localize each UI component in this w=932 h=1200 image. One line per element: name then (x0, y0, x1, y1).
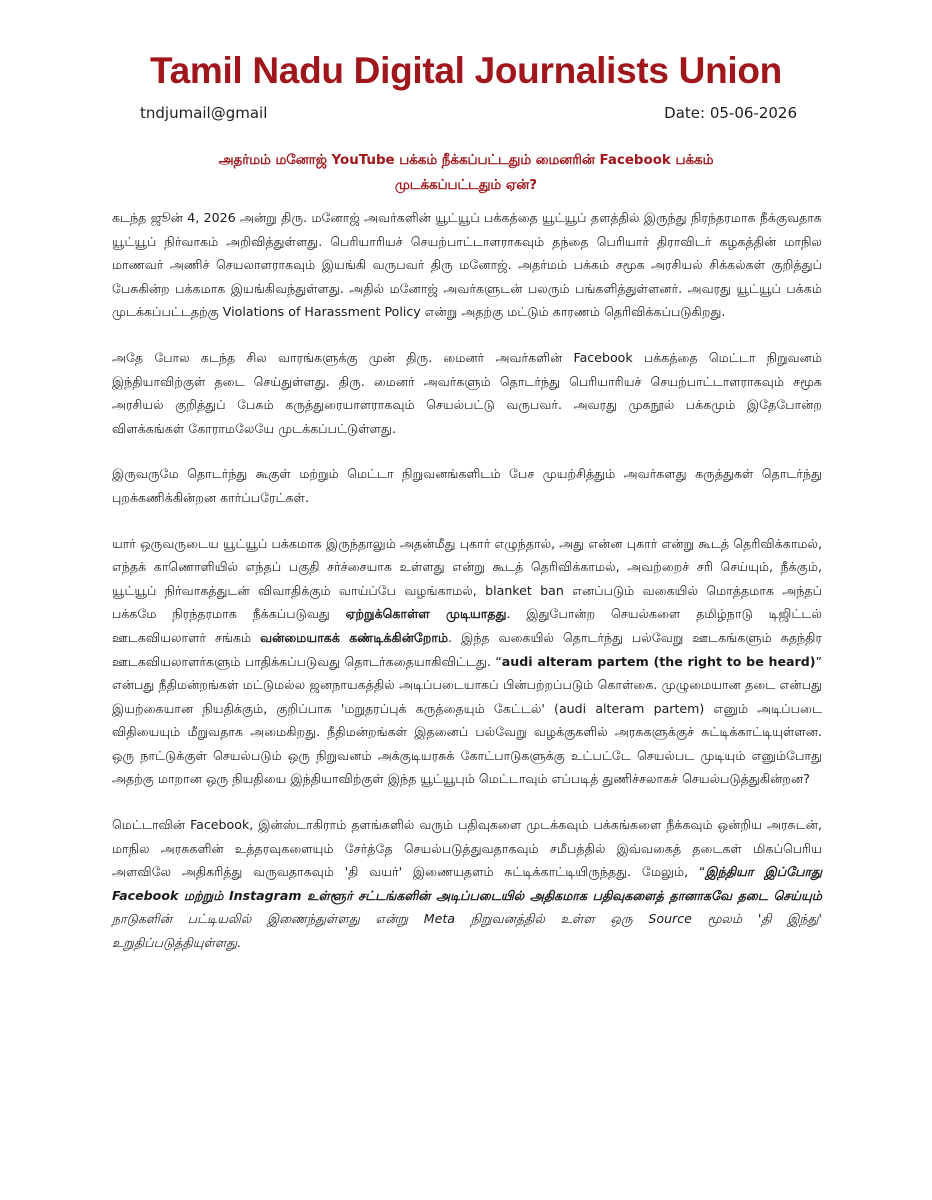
paragraph-4 (112, 532, 822, 792)
subject-line-2: முடக்கப்பட்டதும் ஏன்? (394, 178, 538, 193)
subject-heading (150, 148, 782, 198)
contact-email: tndjumail@gmail (140, 104, 268, 122)
paragraph-4-text-c: . இதுபோன்ற செயல்களை தமிழ்நாடு டிஜிட்டல் ஊடகவியலாளர் சங்கம் (112, 606, 822, 645)
paragraph-4-text-e: . இந்த வகையில் தொடர்ந்து பல்வேறு ஊடகங்களும் சுதந்திர ஊடகவியலாளர்களும் பாதிக்கப்படுவது தொடர்கதையாகிவிட்டது. “ (112, 629, 822, 669)
subject-line-1: அதர்மம் மனோஜ் YouTube பக்கம் நீக்கப்பட்டதும் மைனரின் Facebook பக்கம் (218, 153, 714, 168)
paragraph-4-text-a: யார் ஒருவருடைய யூட்யூப் பக்கமாக இருந்தாலும் அதன்மீது புகார் எழுந்தால், அது என்ன புகார் என்று கூடத் தெரிவிக்காமல், எந்தக் காணொளியில் எந்தப் பகுதி சர்ச்சையாக உள்ளது என்று கூடத் தெரிவிக்காமல், அவற்றைச் சரி செய்யும், நீக்கும், யூட்யூப் நிர்வாகத்துடன் விவாதிக்கும் வாய்ப்பே வழங்காமல், blanket ban எனப்படும் வகையில் மொத்தமாக அந்தப் பக்கமே நிரந்தரமாக நீக்கப்படுவது (112, 535, 822, 622)
paragraph-3: இருவருமே தொடர்ந்து கூகுள் மற்றும் மெட்டா நிறுவனங்களிடம் பேச முயற்சித்தும் அவர்களது கருத்துகள் தொடர்ந்து புறக்கணிக்கின்றன கார்ப்பரேட்கள். (112, 466, 822, 505)
paragraph-4-emphasis-latin: audi alteram partem (the right to be heard) (501, 653, 816, 669)
paragraph-2: அதே போல கடந்த சில வாரங்களுக்கு முன் திரு. மைனர் அவர்களின் Facebook பக்கத்தை மெட்டா நிறுவனம் இந்தியாவிற்குள் தடை செய்துள்ளது. திரு. மைனர் அவர்களும் தொடர்ந்து பெரியாரியச் செயற்பாட்டாளராகவும் சமூக அரசியல் குறித்துப் பேசும் கருத்துரையாளராகவும் செயல்பட்டு வருபவர். அவரது முகநூல் பக்கமும் இதேபோன்ற விளக்கங்கள் கோராமலேயே முடக்கப்பட்டுள்ளது. (112, 349, 822, 436)
paragraph-5-text-a: மெட்டாவின் Facebook, இன்ஸ்டாகிராம் தளங்களில் வரும் பதிவுகளை முடக்கவும் பக்கங்களை நீக்கவும் ஒன்றிய அரசுடன், மாநில அரசுகளின் உத்தரவுகளையும் சேர்த்தே செயல்படுத்துவதாகவும் சமீபத்தில் இவ்வகைத் தடைகள் மிகப்பெரிய அளவிலே அதிகரித்து வருவதாகவும் 'தி வயர்' இணையதளம் சுட்டிக்காட்டியிருந்தது. மேலும், “ (112, 817, 822, 880)
letter-date: Date: 05-06-2026 (664, 104, 797, 122)
paragraph-4-text-g: ” என்பது நீதிமன்றங்கள் மட்டுமல்ல ஜனநாயகத்தில் அடிப்படையாகப் பின்பற்றப்படும் கொள்கை. முழுமையான தடை என்பது இயற்கையான நியதிக்கும், குறிப்பாக 'மறுதரப்புக் கருத்தையும் கேட்டல்' (audi alteram partem) எனும் அடிப்படை விதியையும் மீறுவதாக அமைகிறது. நீதிமன்றங்கள் இதனைப் பல்வேறு வழக்குகளில் அரசுகளுக்குச் சுட்டிக்காட்டியுள்ளன. ஒரு நாட்டுக்குள் செயல்படும் ஒரு நிறுவனம் அக்குடியரசுக் கோட்பாடுகளுக்கு உட்பட்டே செயல்பட முடியும் எனும்போது அதற்கு மாறான ஒரு நியதியை இந்தியாவிற்குள் இந்த யூட்யூபும் மெட்டாவும் எப்படித் துணிச்சலாகச் செயல்படுத்துகின்றன? (112, 653, 822, 787)
paragraph-1: கடந்த ஜூன் 4, 2026 அன்று திரு. மனோஜ் அவர்களின் யூட்யூப் பக்கத்தை யூட்யூப் தளத்தில் இருந்து நிரந்தரமாக நீக்குவதாக யூட்யூப் நிர்வாகம் அறிவித்துள்ளது. பெரியாரியச் செயற்பாட்டாளராகவும் தந்தை பெரியார் திராவிடர் கழகத்தின் மாநில மாணவர் அணிச் செயலாளராகவும் இயங்கி வருபவர் திரு மனோஜ். அதர்மம் பக்கம் சமூக அரசியல் சிக்கல்கள் குறித்துப் பேசுகின்ற பக்கமாக இயங்கிவந்துள்ளது. அதில் மனோஜ் அவர்களுடன் பலரும் பங்களித்துள்ளனர். அவரது யூட்யூப் பக்கம் முடக்கப்பட்டதற்கு Violations of Harassment Policy என்று அதற்கு மட்டும் காரணம் தெரிவிக்கப்படுகிறது. (112, 210, 822, 320)
paragraph-5 (112, 813, 822, 955)
paragraph-4-emphasis-condemn: வன்மையாகக் கண்டிக்கின்றோம் (260, 629, 449, 645)
paragraph-4-emphasis-unacceptable: ஏற்றுக்கொள்ள முடியாதது (345, 606, 507, 622)
letter-body (112, 206, 822, 977)
paragraph-5-quote-rest: நாடுகளின் பட்டியலில் இணைந்துள்ளது என்று Meta நிறுவனத்தில் உள்ள ஒரு Source மூலம் 'தி இந்து' உறுதிப்படுத்தியுள்ளது. (112, 911, 822, 951)
paragraph-5-quote-emphasis: இந்தியா இப்போது Facebook மற்றும் Instagram உள்ளூர் சட்டங்களின் அடிப்படையில் அதிகமாக பதிவுகளைத் தானாகவே தடை செய்யும் (112, 864, 822, 903)
organization-title: Tamil Nadu Digital Journalists Union (150, 50, 782, 91)
